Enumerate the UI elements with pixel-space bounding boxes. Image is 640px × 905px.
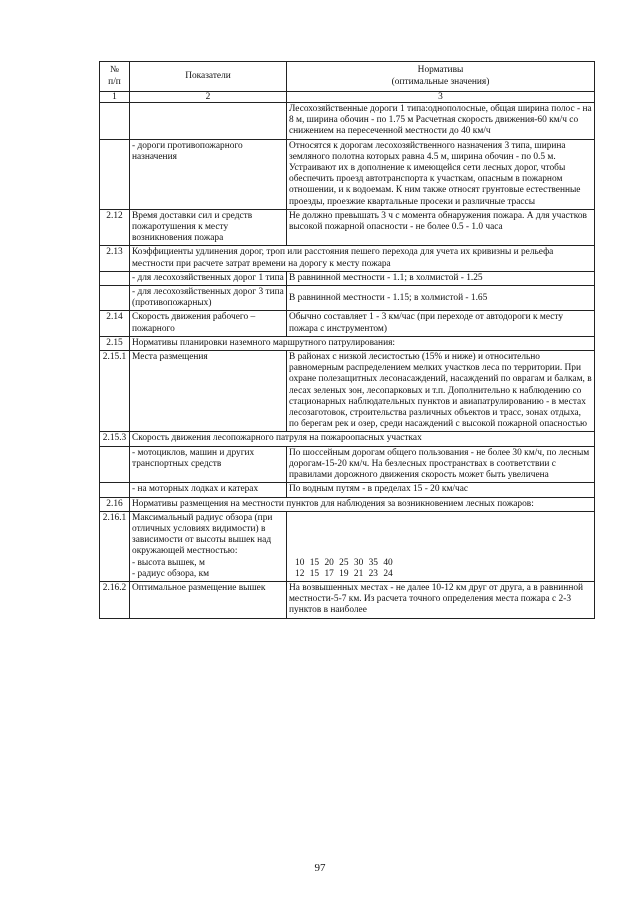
row-number: 2.15.1 [100,351,130,432]
row-norm: Не должно превышать 3 ч с момента обнаружения пожара. А для участков высокой пожарной опасности - не более 0.5 - 1.0 часа [287,209,595,246]
row-norm: Обычно составляет 1 - 3 км/час (при переходе от автодороги к месту пожара с инструментом) [287,311,595,336]
table-row [100,497,595,511]
row-number [100,103,130,140]
row-norm: 10 15 20 25 30 35 40 12 15 17 19 21 23 24 [287,511,595,581]
table-row [100,311,595,336]
row-number: 2.12 [100,209,130,246]
row-indicator: - на моторных лодках и катерах [130,483,287,497]
row-number: 2.16.2 [100,581,130,618]
table-row [100,246,595,271]
row-norm: Лесохозяйственные дороги 1 типа:однополосные, общая ширина полос - на 8 м, ширина обочин - по 1.75 м Расчетная скорость движения-60 км/ч со снижением на пересеченной местности до 40 км/ч [287,103,595,140]
row-indicator: - для лесохозяйственных дорог 1 типа [130,271,287,285]
row-merged-text: Нормативы размещения на местности пунктов для наблюдения за возникновением лесных пожаров: [130,497,595,511]
column-index: 1 [100,92,130,103]
row-norm: В равнинной местности - 1.15; в холмистой - 1.65 [287,286,595,311]
table-row [100,103,595,140]
row-number: 2.16 [100,497,130,511]
row-number: 2.16.1 [100,511,130,581]
row-number: 2.14 [100,311,130,336]
row-indicator [130,103,287,140]
row-indicator: Места размещения [130,351,287,432]
row-norm: По водным путям - в пределах 15 - 20 км/час [287,483,595,497]
table-row [100,286,595,311]
table-row [100,209,595,246]
row-merged-text: Нормативы планировки наземного маршрутного патрулирования: [130,336,595,350]
row-norm: В районах с низкой лесистостью (15% и ниже) и относительно равномерным распределением мелких участков леса по территории. При охране полезащитных лесонасаждений, насаждений по оврагам и балкам, в лесах зеленых зон, лесопарковых и т.п. Дополнительно к наблюдению со стационарных наблюдательных пунктов и авиапатрулированию - в местах лесозаготовок, строительства различных объектов и трасс, зонах отдыха, по берегам рек и озер, среди насаждений с высокой пожарной опасностью [287,351,595,432]
row-number [100,446,130,483]
row-indicator: Время доставки сил и средств пожаротушения к месту возникновения пожара [130,209,287,246]
row-merged-text: Скорость движения лесопожарного патруля на пожароопасных участках [130,432,595,446]
table-row [100,446,595,483]
row-norm: На возвышенных местах - не далее 10-12 км друг от друга, а в равнинной местности-5-7 км. Из расчета точного определения места пожара с 2-3 пунктов в наиболее [287,581,595,618]
row-norm: По шоссейным дорогам общего пользования - не более 30 км/ч, по лесным дорогам-15-20 км/ч. На безлесных пространствах в соответствии с правилами дорожного движения скорость может быть увеличена [287,446,595,483]
table-row [100,511,595,581]
row-number [100,483,130,497]
row-number [100,271,130,285]
row-indicator: Максимальный радиус обзора (при отличных условиях видимости) в зависимости от высоты вышек над окружающей местностью: - высота вышек, м - радиус обзора, км [130,511,287,581]
table-row [100,351,595,432]
header-indicators: Показатели [130,62,287,92]
page-number: 97 [314,862,326,874]
row-indicator: Оптимальное размещение вышек [130,581,287,618]
column-index: 3 [287,92,595,103]
table-row [100,336,595,350]
row-number [100,139,130,209]
table-row [100,581,595,618]
row-indicator: Скорость движения рабочего – пожарного [130,311,287,336]
row-number: 2.15 [100,336,130,350]
table-row [100,139,595,209]
table-row [100,432,595,446]
row-number [100,286,130,311]
header-norms: Нормативы (оптимальные значения) [287,62,595,92]
row-norm: Относятся к дорогам лесохозяйственного назначения 3 типа, ширина земляного полотна которых равна 4.5 м, ширина обочин - по 0.5 м. Устраивают их в дополнение к имеющейся сети лесных дорог, чтобы обеспечить проезд автотранспорта к участкам, опасным в пожарном отношении, и к водоемам. К ним также относят грунтовые естественные проезды, проезжие квартальные просеки и различные трассы [287,139,595,209]
row-indicator: - дороги противопожарного назначения [130,139,287,209]
table-row [100,271,595,285]
norms-table [99,61,595,619]
row-merged-text: Коэффициенты удлинения дорог, троп или расстояния пешего перехода для учета их кривизны и рельефа местности при расчете затрат времени на дорогу к месту пожара [130,246,595,271]
row-indicator: - для лесохозяйственных дорог 3 типа (противопожарных) [130,286,287,311]
table-header-row [100,62,595,92]
row-norm: В равнинной местности - 1.1; в холмистой - 1.25 [287,271,595,285]
column-index-row [100,92,595,103]
row-indicator: - мотоциклов, машин и других транспортных средств [130,446,287,483]
header-number: № п/п [100,62,130,92]
table-row [100,483,595,497]
column-index: 2 [130,92,287,103]
row-number: 2.15.3 [100,432,130,446]
row-number: 2.13 [100,246,130,271]
